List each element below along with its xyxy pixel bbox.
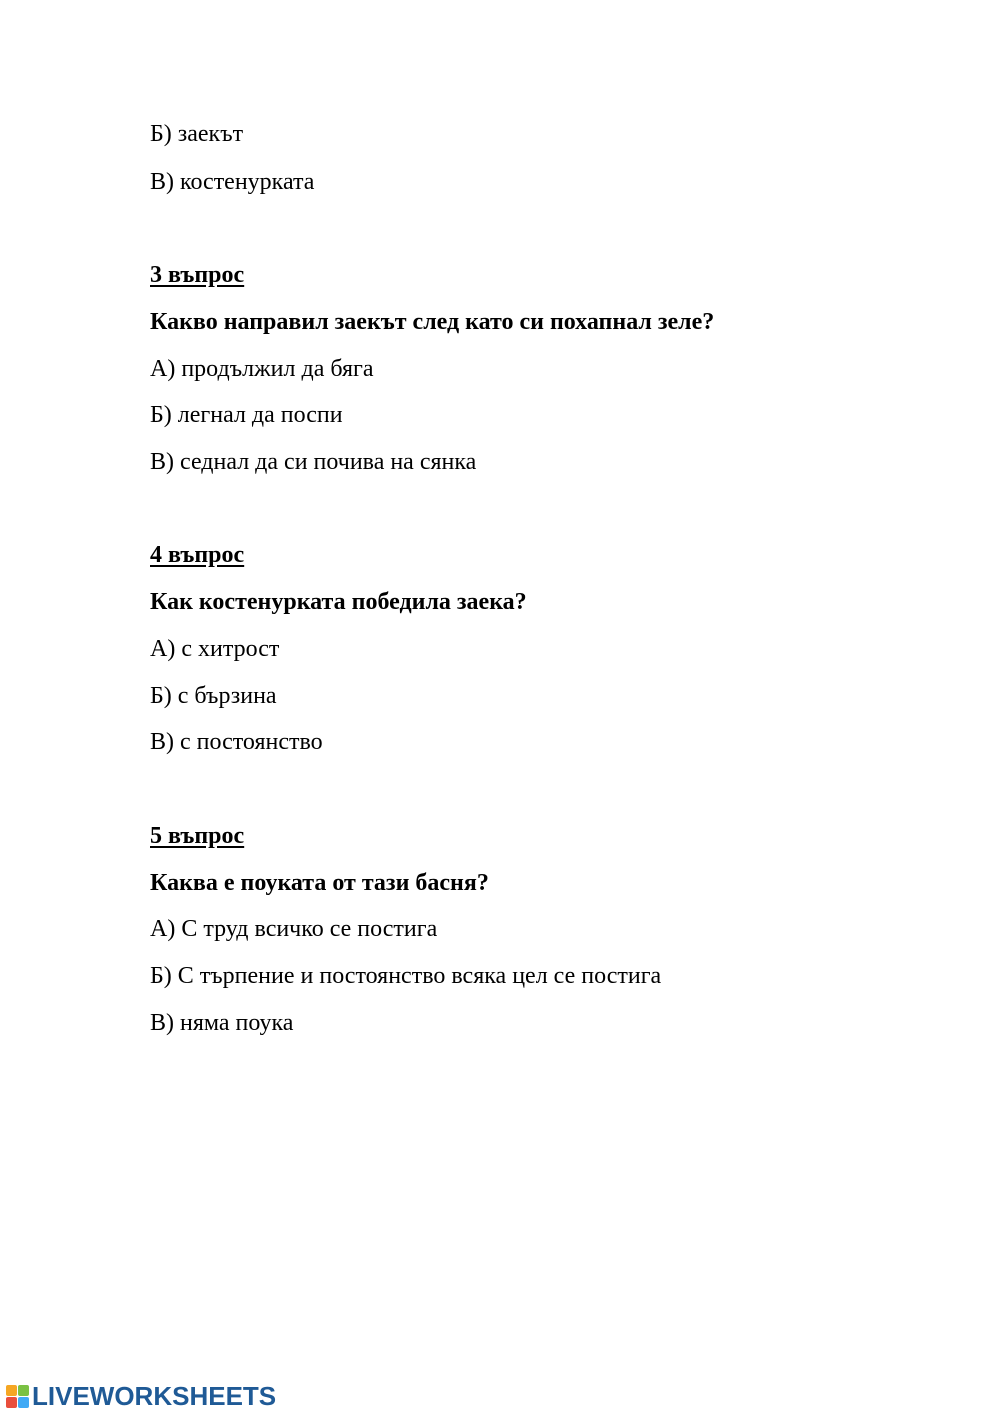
liveworksheets-logo: [6, 1380, 276, 1412]
q5-heading: 5 въпрос: [150, 823, 245, 849]
q4-heading: 4 въпрос: [150, 542, 245, 568]
q5-option-b: Б) С търпение и постоянство всяка цел се постига: [150, 963, 662, 989]
logo-block: [18, 1397, 29, 1408]
logo-block: [6, 1385, 17, 1396]
q4-option-a: А) с хитрост: [150, 636, 280, 662]
q5-question: Каква е поуката от тази басня?: [150, 870, 489, 896]
q4-option-b: Б) с бързина: [150, 683, 277, 709]
logo-text: LIVEWORKSHEETS: [32, 1381, 277, 1411]
q3-heading: 3 въпрос: [150, 262, 245, 288]
logo-block: [6, 1397, 17, 1408]
q2-option-c: В) костенурката: [150, 169, 315, 195]
q5-option-a: А) С труд всичко се постига: [150, 916, 438, 942]
q4-question: Как костенурката победила заека?: [150, 589, 527, 615]
q3-option-c: В) седнал да си почива на сянка: [150, 449, 477, 475]
logo-block: [18, 1385, 29, 1396]
q3-option-b: Б) легнал да поспи: [150, 402, 343, 428]
q5-option-c: В) няма поука: [150, 1010, 294, 1036]
q2-option-b: Б) заекът: [150, 121, 244, 147]
q3-question: Какво направил заекът след като си похапнал зеле?: [150, 309, 715, 335]
q4-option-c: В) с постоянство: [150, 729, 323, 755]
q3-option-a: А) продължил да бяга: [150, 356, 374, 382]
logo-blocks-icon: [6, 1385, 29, 1408]
